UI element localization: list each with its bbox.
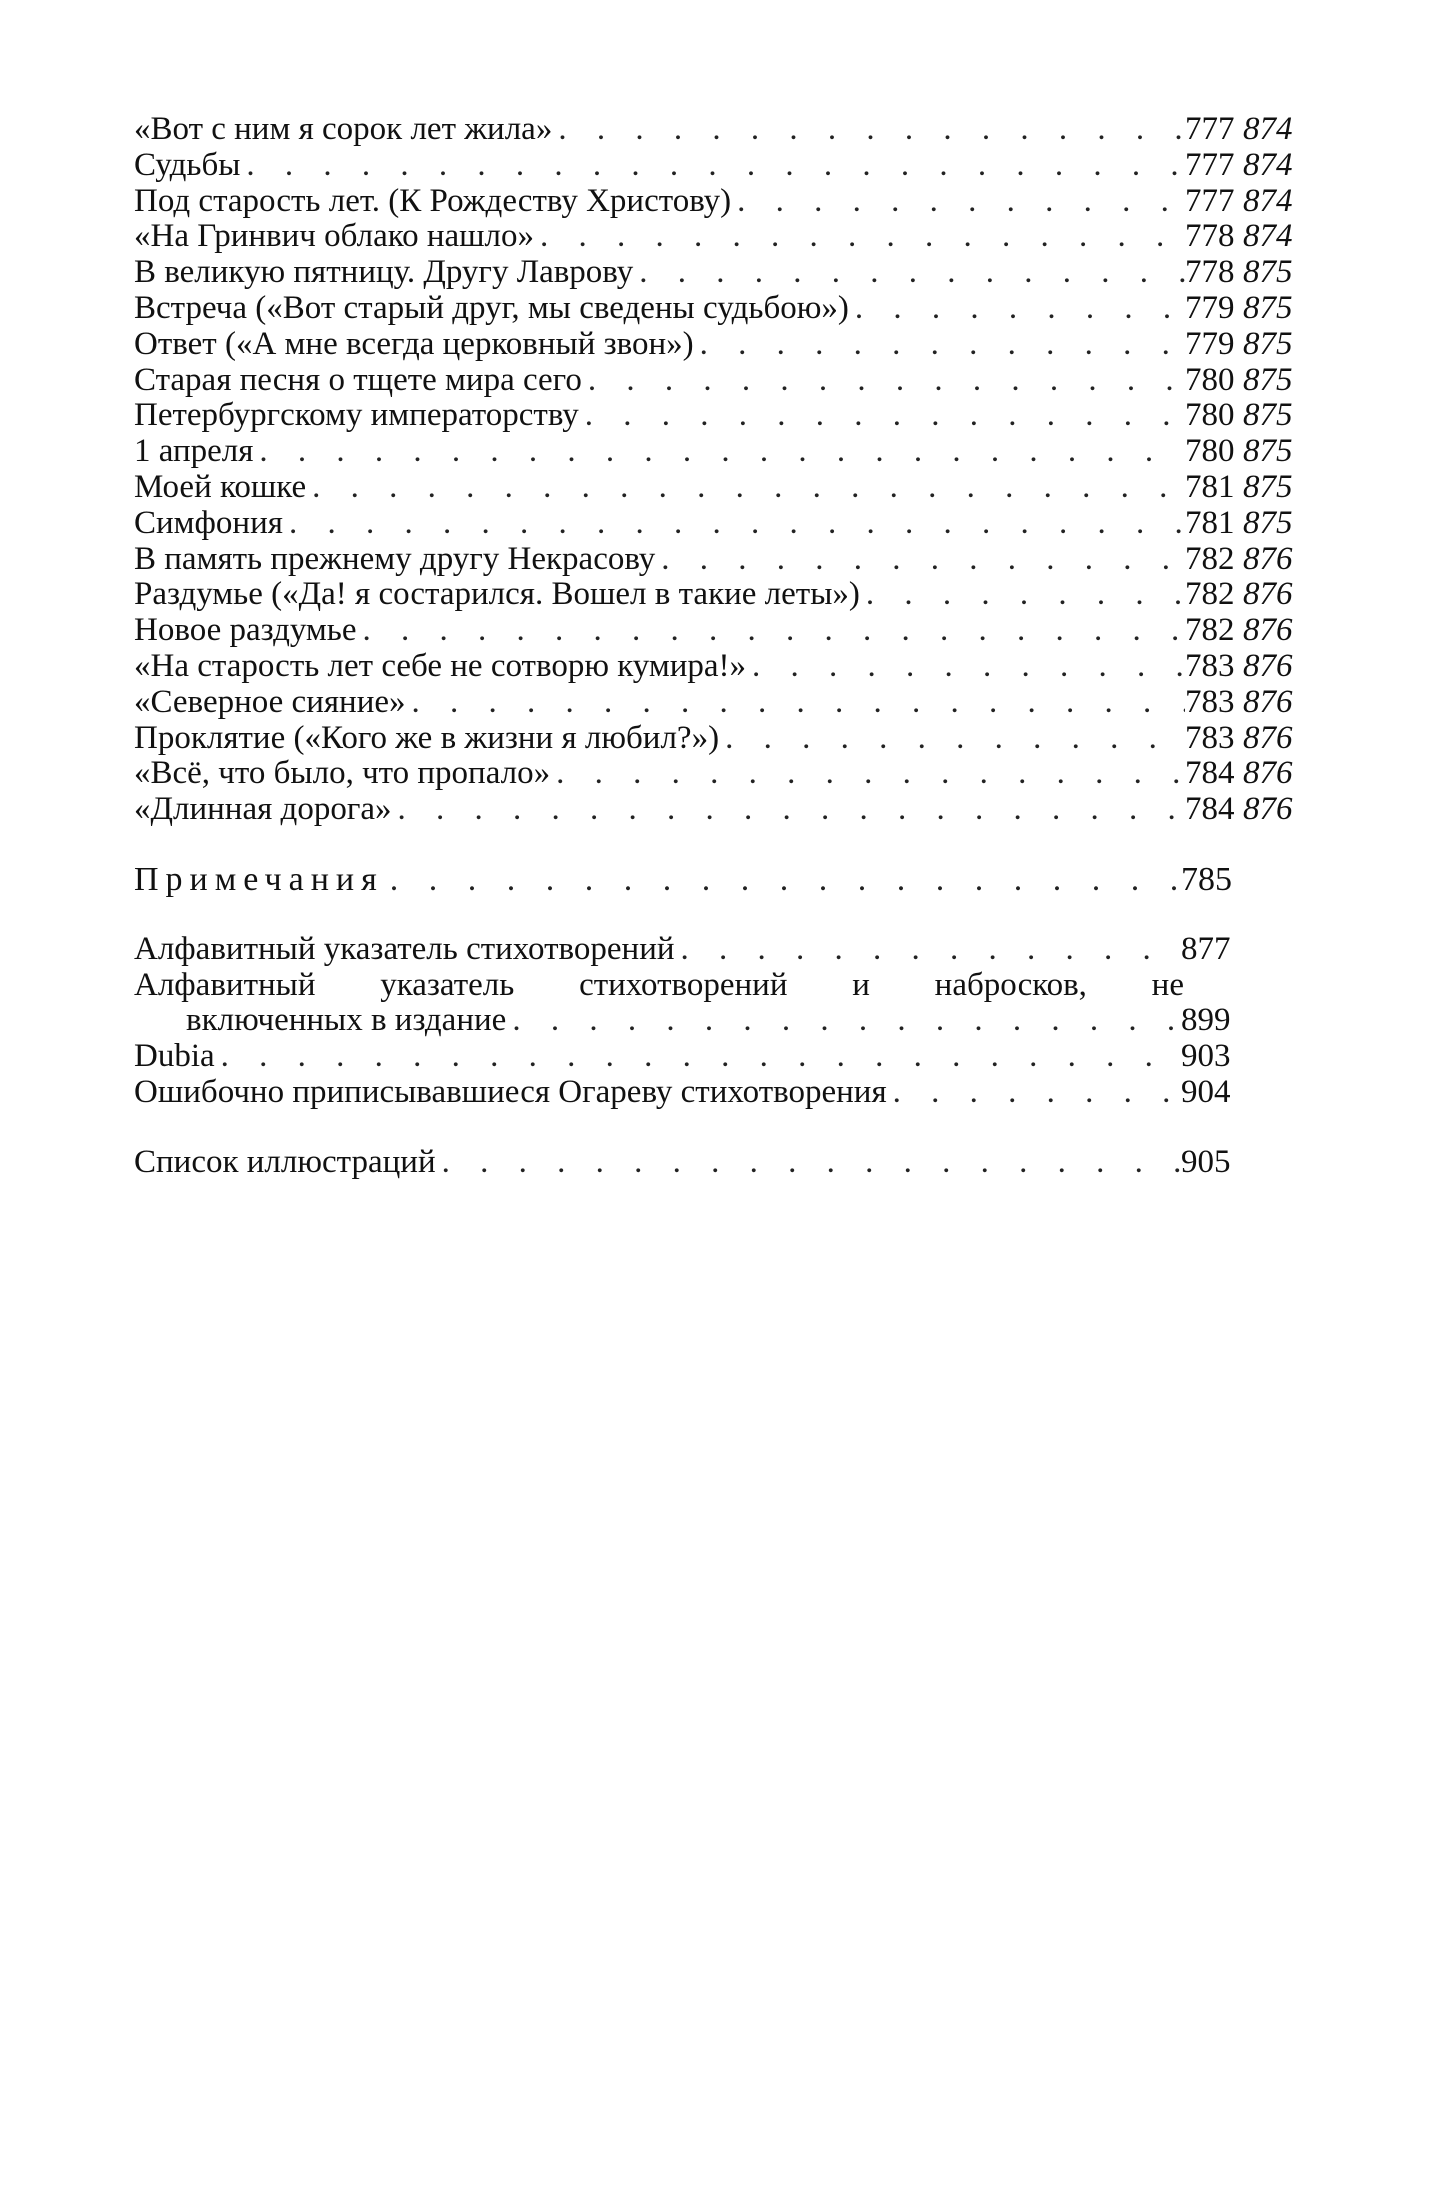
dot-leader (887, 1075, 1181, 1111)
toc-entry-title: Судьбы (134, 146, 241, 183)
toc-illustrations (134, 1145, 1239, 1181)
toc-note-page-number: 876 (1243, 755, 1293, 792)
dot-leader (579, 398, 1185, 434)
dot-leader (694, 327, 1185, 363)
toc-entry-title: «На старость лет себе не сотворю кумира!» (134, 647, 747, 684)
dot-leader (283, 506, 1185, 542)
toc-page-number: 904 (1181, 1073, 1231, 1110)
toc-note-page-number: 875 (1243, 468, 1293, 505)
dot-leader (392, 792, 1185, 828)
toc-section-notes (134, 862, 1239, 898)
toc-page-number: 780 (1185, 433, 1235, 470)
dot-leader (253, 434, 1185, 470)
toc-entry-title: Старая песня о тщете мира сего (134, 361, 582, 398)
toc-entry-title: Петербургскому императорству (134, 397, 579, 434)
toc-entry (134, 685, 1309, 721)
toc-note-page-number: 876 (1243, 683, 1293, 720)
toc-entry-title: В великую пятницу. Другу Лаврову (134, 254, 634, 291)
toc-entry (134, 363, 1309, 399)
toc-entry-title: Новое раздумье (134, 612, 357, 649)
dot-leader (655, 542, 1185, 578)
toc-entry-title: включенных в издание (186, 1002, 507, 1039)
toc-index-group (134, 932, 1309, 1111)
dot-leader (746, 649, 1185, 685)
toc-entry (134, 327, 1309, 363)
toc-entry-title: Dubia (134, 1038, 215, 1075)
toc-note-page-number: 874 (1243, 146, 1293, 183)
toc-note-page-number: 875 (1243, 397, 1293, 434)
toc-index-excluded (134, 968, 1309, 1040)
toc-page-number: 777 (1185, 182, 1235, 219)
toc-note-page-number: 876 (1243, 719, 1293, 756)
toc-entry-title: Встреча («Вот старый друг, мы сведены судьбою») (134, 289, 849, 326)
toc-page-number: 782 (1185, 612, 1235, 649)
toc-entries (134, 112, 1309, 828)
toc-entry-title: «На Гринвич облако нашло» (134, 218, 535, 255)
toc-entry-title-line (134, 968, 1184, 1004)
toc-note-page-number: 876 (1243, 647, 1293, 684)
toc-page-number: 780 (1185, 361, 1235, 398)
toc-index-dubia (134, 1039, 1239, 1075)
toc-note-page-number: 875 (1243, 361, 1293, 398)
toc-note-page-number: 876 (1243, 540, 1293, 577)
toc-entry (134, 291, 1309, 327)
toc-page-number: 903 (1181, 1038, 1231, 1075)
dot-leader (633, 255, 1185, 291)
toc-entry-title: 1 апреля (134, 433, 254, 470)
table-of-contents (134, 112, 1309, 1181)
toc-page-number: 782 (1185, 576, 1235, 613)
toc-entry (134, 506, 1309, 542)
dot-leader (406, 685, 1185, 721)
dot-leader (306, 470, 1185, 506)
toc-entry (134, 577, 1309, 613)
toc-entry-title: Проклятие («Кого же в жизни я любил?») (134, 719, 720, 756)
toc-page-number: 899 (1181, 1002, 1231, 1039)
toc-page-number: 905 (1181, 1143, 1231, 1180)
toc-page-number: 781 (1185, 468, 1235, 505)
toc-entry-title: Алфавитный указатель стихотворений (134, 930, 675, 967)
toc-page-number: 778 (1185, 218, 1235, 255)
toc-page-number: 779 (1185, 289, 1235, 326)
dot-leader (357, 613, 1185, 649)
dot-leader (384, 862, 1181, 898)
toc-entry-title: Ошибочно приписывавшиеся Огареву стихотворения (134, 1073, 887, 1110)
toc-entry-title: «Длинная дорога» (134, 791, 392, 828)
toc-entry (134, 148, 1309, 184)
toc-note-page-number: 875 (1243, 325, 1293, 362)
toc-index-alphabetical (134, 932, 1239, 968)
dot-leader (731, 184, 1185, 220)
toc-page-number: 777 (1185, 146, 1235, 183)
toc-page-number: 784 (1185, 755, 1235, 792)
toc-entry (134, 470, 1309, 506)
dot-leader (436, 1145, 1181, 1181)
toc-entry-word: набросков, (934, 966, 1087, 1003)
toc-entry-title: В память прежнему другу Некрасову (134, 540, 656, 577)
toc-entry-title: Моей кошке (134, 468, 307, 505)
toc-page-number: 784 (1185, 791, 1235, 828)
toc-note-page-number: 875 (1243, 254, 1293, 291)
toc-index-misattributed (134, 1075, 1239, 1111)
toc-entry-title: Раздумье («Да! я состарился. Вошел в такие леты») (134, 576, 860, 613)
dot-leader (550, 756, 1185, 792)
toc-note-page-number: 875 (1243, 289, 1293, 326)
toc-page-number: 779 (1185, 325, 1235, 362)
dot-leader (860, 577, 1185, 613)
toc-entry-continuation (134, 1003, 1239, 1039)
toc-entry (134, 112, 1309, 148)
toc-entry (134, 184, 1309, 220)
dot-leader (534, 219, 1185, 255)
toc-entry-word: и (852, 966, 870, 1003)
toc-page-number: 781 (1185, 504, 1235, 541)
toc-page-number: 782 (1185, 540, 1235, 577)
dot-leader (506, 1003, 1181, 1039)
toc-note-page-number: 875 (1243, 433, 1293, 470)
toc-section-title: Примечания (134, 860, 384, 898)
dot-leader (675, 932, 1181, 968)
toc-page-number: 777 (1185, 111, 1235, 147)
toc-entry (134, 792, 1309, 828)
toc-entry (134, 255, 1309, 291)
toc-note-page-number: 876 (1243, 576, 1293, 613)
toc-page-number: 778 (1185, 254, 1235, 291)
toc-entry (134, 219, 1309, 255)
toc-entry-word: стихотворений (579, 966, 788, 1003)
toc-page-number: 785 (1181, 860, 1232, 898)
toc-entry-title: Под старость лет. (К Рождеству Христову) (134, 182, 732, 219)
toc-entry-title: Симфония (134, 504, 283, 541)
toc-page-number: 783 (1185, 647, 1235, 684)
toc-page-number: 783 (1185, 683, 1235, 720)
toc-note-page-number: 876 (1243, 791, 1293, 828)
toc-page-number: 780 (1185, 397, 1235, 434)
toc-entry (134, 542, 1309, 578)
dot-leader (582, 363, 1185, 399)
toc-entry-title: «Всё, что было, что пропало» (134, 755, 551, 792)
toc-entry-word: не (1151, 966, 1184, 1003)
dot-leader (215, 1039, 1181, 1075)
dot-leader (849, 291, 1185, 327)
dot-leader (240, 148, 1185, 184)
toc-page-number: 877 (1181, 930, 1231, 967)
toc-entry (134, 721, 1309, 757)
toc-entry-title: Ответ («А мне всегда церковный звон») (134, 325, 694, 362)
toc-page-number: 783 (1185, 719, 1235, 756)
toc-entry (134, 434, 1309, 470)
toc-note-page-number: 876 (1243, 612, 1293, 649)
toc-entry-word: указатель (380, 966, 515, 1003)
toc-entry-word: Алфавитный (134, 966, 316, 1003)
toc-illustrations-group (134, 1145, 1309, 1181)
toc-note-page-number: 874 (1243, 182, 1293, 219)
toc-entry-title: «Вот с ним я сорок лет жила» (134, 111, 553, 147)
toc-note-page-number: 875 (1243, 504, 1293, 541)
dot-leader (719, 721, 1185, 757)
toc-entry (134, 756, 1309, 792)
toc-note-page-number: 874 (1243, 111, 1293, 147)
toc-entry (134, 649, 1309, 685)
toc-note-page-number: 874 (1243, 218, 1293, 255)
toc-entry-title: «Северное сияние» (134, 683, 406, 720)
toc-entry (134, 398, 1309, 434)
dot-leader (552, 112, 1185, 148)
toc-entry (134, 613, 1309, 649)
toc-entry-title: Список иллюстраций (134, 1143, 436, 1180)
